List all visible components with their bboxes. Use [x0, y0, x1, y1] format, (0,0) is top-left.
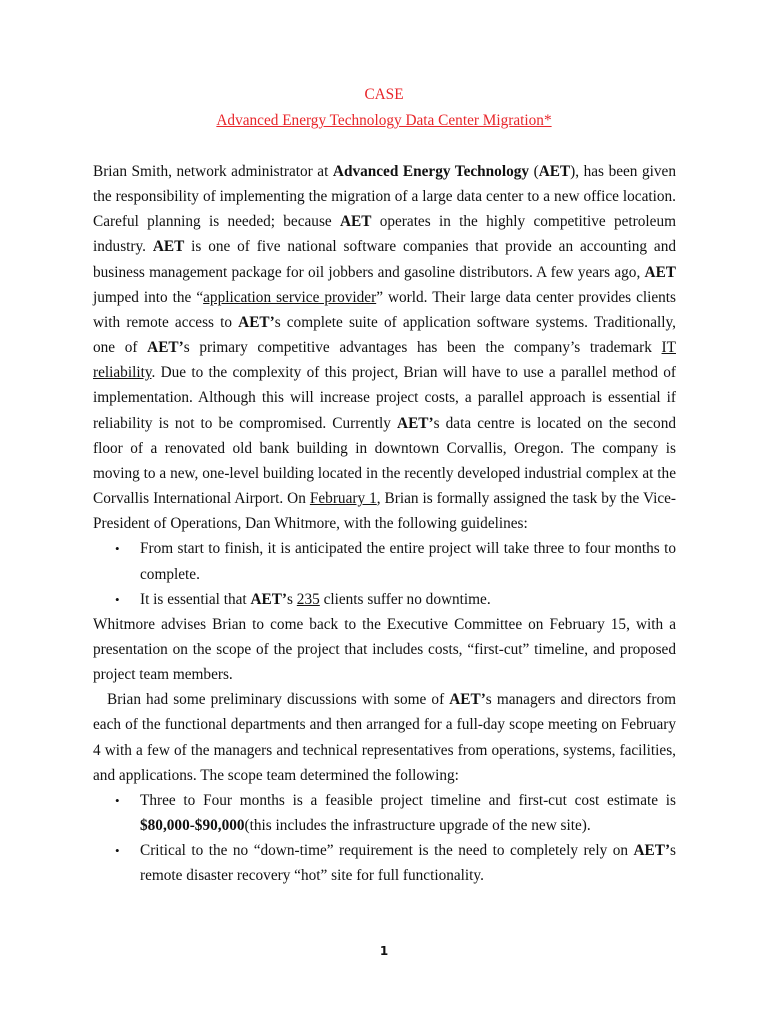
guideline-item: • From start to finish, it is anticipated the entire project will take three to four months to complete. [93, 536, 676, 586]
date-february-1: February 1 [309, 490, 377, 508]
guideline-item: • It is essential that AET’s 235 clients suffer no downtime. [93, 587, 676, 612]
case-label: CASE [364, 86, 404, 103]
guidelines-list [93, 536, 676, 611]
bullet-icon: • [115, 541, 120, 557]
findings-list [93, 788, 676, 889]
intro-paragraph: Brian Smith, network administrator at Advanced Energy Technology (AET), has been given the responsibility of implementing the migration of a large data center to a new office location. Careful planning is needed; because AET operates in the highly competitive petroleum industry. AET is one of five national software companies that provide an accounting and business management package for oil jobbers and gasoline distributors. A few years ago, AET jumped into the “application service provider” world. Their large data center provides clients with remote access to AET’s complete suite of application software systems. Traditionally, one of AET’s primary competitive advantages has been the company’s trademark IT reliability. Due to the complexity of this project, Brian will have to use a parallel method of implementation. Although this will increase project costs, a parallel approach is essential if reliability is not to be compromised. Currently AET’s data centre is located on the second floor of a renovated old bank building in downtown Corvallis, Oregon. The company is moving to a new, one-level building located in the recently developed industrial complex at the Corvallis International Airport. On February 1, Brian is formally assigned the task by the Vice-President of Operations, Dan Whitmore, with the following guidelines: [93, 163, 677, 533]
link-it-reliability: IT reliability [93, 339, 676, 382]
link-asp: application service provider [203, 288, 377, 306]
bullet-icon: • [115, 792, 120, 808]
case-title [0, 112, 768, 130]
bullet-icon: • [115, 591, 120, 607]
scope-meeting-paragraph: Brian had some preliminary discussions with some of AET’s managers and directors from each of the functional departments and then arranged for a full-day scope meeting on February 4 with a few of the managers and technical representatives from operations, systems, facilities, and applications. The scope team determined the following: [93, 691, 676, 784]
finding-item: • Three to Four months is a feasible project timeline and first-cut cost estimate is $80,000-$90,000(this includes the infrastructure upgrade of the new site). [93, 788, 676, 838]
case-title-text: Advanced Energy Technology Data Center Migration* [216, 112, 552, 129]
finding-item: • Critical to the no “down-time” requirement is the need to completely rely on AET’s remote disaster recovery “hot” site for full functionality. [93, 838, 676, 888]
body-text [93, 159, 676, 889]
cost-estimate: $80,000-$90,000 [140, 817, 245, 835]
bullet-icon: • [115, 843, 120, 859]
page-number: 1 [379, 944, 389, 958]
client-count: 235 [296, 590, 320, 608]
executive-committee-paragraph: Whitmore advises Brian to come back to the Executive Committee on February 15, with a presentation on the scope of the project that includes costs, “first-cut” timeline, and proposed project team members. [93, 615, 676, 684]
